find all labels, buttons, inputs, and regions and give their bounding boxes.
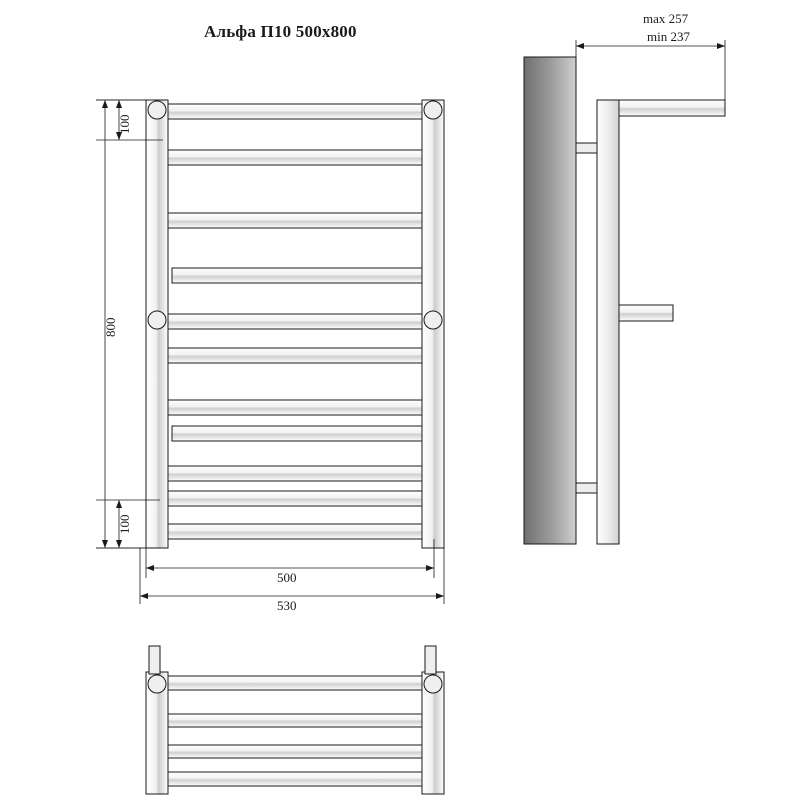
wall-section [524, 57, 576, 544]
side-rail-middle [619, 305, 673, 321]
dim-label-top-pitch: 100 [117, 114, 132, 134]
side-bracket-top [576, 143, 597, 153]
page-title: Альфа П10 500x800 [204, 22, 357, 41]
dim-depth [576, 40, 725, 100]
bottom-connector-left [148, 675, 166, 693]
bottom-rail-3 [160, 745, 434, 758]
front-rails [156, 104, 434, 539]
dim-label-depth-min: min 237 [647, 29, 690, 44]
bottom-stub-left [149, 646, 160, 674]
side-rail-top [619, 100, 725, 116]
dim-label-depth-max: max 257 [643, 11, 689, 26]
bottom-stub-right [425, 646, 436, 674]
dim-label-height: 800 [103, 317, 118, 337]
side-bracket-bottom [576, 483, 597, 493]
bottom-rail-2 [160, 714, 434, 727]
side-view [524, 40, 725, 544]
front-view [96, 100, 444, 604]
dim-label-inner-width: 500 [277, 570, 297, 585]
bottom-connector-right [424, 675, 442, 693]
side-post [597, 100, 619, 544]
dim-label-bottom-pitch: 100 [117, 514, 132, 534]
bottom-rail-4 [156, 772, 434, 786]
dim-label-outer-width: 530 [277, 598, 297, 613]
bottom-rail-1 [156, 676, 434, 690]
bottom-view [146, 646, 444, 794]
